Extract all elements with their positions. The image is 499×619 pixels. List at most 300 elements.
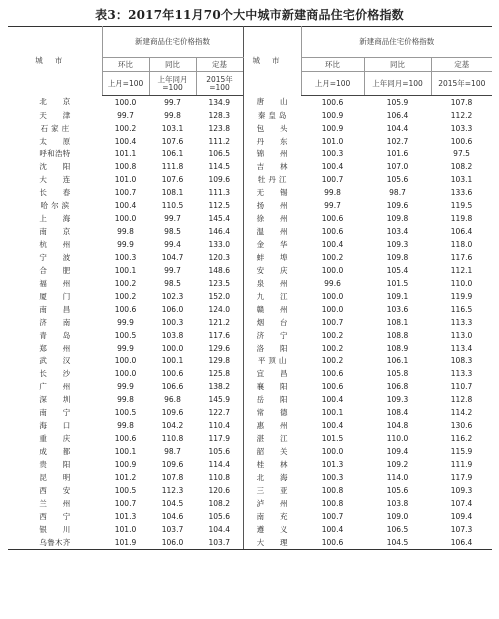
- yoy-header-left: 同比: [149, 58, 196, 72]
- table-row: [8, 238, 492, 251]
- yoy-value-cell: 109.3: [386, 240, 409, 250]
- yoy-value-cell: 103.7: [161, 524, 184, 534]
- mom-value-cell: 100.2: [114, 291, 137, 301]
- yoy-value-cell: 98.7: [164, 447, 181, 457]
- base-value-cell: 120.6: [208, 485, 230, 495]
- yoy-value-cell: 106.8: [386, 382, 409, 392]
- base-value-cell: 130.6: [450, 421, 473, 431]
- mom-header-right: 环比: [301, 58, 364, 72]
- index-group-header-left: 新建商品住宅价格指数: [102, 27, 243, 58]
- mom-value-cell: 99.7: [324, 201, 341, 211]
- mom-value-cell: 100.5: [114, 485, 137, 495]
- mom-value-cell: 100.0: [114, 356, 137, 366]
- city-cell: 泸 州: [243, 497, 301, 510]
- city-cell: 南 充: [243, 510, 301, 523]
- yoy-value-cell: 103.8: [161, 330, 184, 340]
- yoy-value-cell: 104.7: [161, 252, 184, 262]
- city-cell: 平 顶 山: [243, 355, 301, 368]
- mom-value-cell: 101.1: [114, 149, 137, 159]
- base-value-cell: 146.4: [208, 227, 230, 237]
- base-value-cell: 120.3: [208, 252, 230, 262]
- city-cell: 西 安: [39, 485, 71, 495]
- base-value-cell: 109.3: [450, 485, 473, 495]
- base-value-cell: 112.5: [208, 201, 230, 211]
- mom-value-cell: 100.8: [114, 162, 137, 172]
- base-value-cell: 108.2: [208, 498, 230, 508]
- city-cell: 泉 州: [243, 277, 301, 290]
- mom-value-cell: 100.1: [114, 447, 137, 457]
- city-cell: 天 津: [39, 110, 71, 120]
- mom-base-left: 上月=100: [102, 72, 149, 96]
- yoy-value-cell: 108.1: [161, 188, 184, 198]
- yoy-value-cell: 99.8: [164, 110, 181, 120]
- yoy-value-cell: 110.5: [161, 201, 184, 211]
- yoy-value-cell: 109.6: [161, 459, 184, 469]
- city-cell: 重 庆: [39, 434, 71, 444]
- base-value-cell: 109.4: [450, 511, 473, 521]
- city-cell: 海 口: [39, 421, 71, 431]
- mom-header-left: 环比: [102, 58, 149, 72]
- base-value-cell: 100.6: [450, 136, 473, 146]
- yoy-value-cell: 105.9: [386, 97, 409, 107]
- base-value-cell: 123.8: [208, 123, 230, 133]
- city-cell: 锦 州: [243, 148, 301, 161]
- yoy-value-cell: 100.0: [161, 343, 184, 353]
- mom-value-cell: 100.6: [114, 434, 137, 444]
- base-value-cell: 110.4: [208, 421, 230, 431]
- city-cell: 岳 阳: [243, 394, 301, 407]
- mom-value-cell: 100.4: [321, 240, 344, 250]
- base-value-cell: 121.2: [208, 317, 230, 327]
- yoy-value-cell: 98.5: [164, 278, 181, 288]
- city-cell: 唐 山: [243, 96, 301, 109]
- base-value-cell: 107.3: [450, 524, 473, 534]
- base-value-cell: 112.8: [450, 395, 473, 405]
- mom-value-cell: 99.8: [117, 421, 134, 431]
- base-value-cell: 124.0: [208, 304, 230, 314]
- yoy-value-cell: 104.5: [161, 498, 184, 508]
- yoy-value-cell: 111.8: [161, 162, 184, 172]
- yoy-value-cell: 104.5: [364, 536, 431, 549]
- city-cell: 蚌 埠: [243, 251, 301, 264]
- yoy-value-cell: 106.6: [161, 382, 184, 392]
- base-value-cell: 112.2: [450, 110, 473, 120]
- yoy-value-cell: 108.1: [386, 317, 409, 327]
- table-row: [8, 432, 492, 445]
- base-value-cell: 106.4: [431, 536, 492, 549]
- table-row: [8, 329, 492, 342]
- city-cell: 烟 台: [243, 316, 301, 329]
- yoy-value-cell: 106.5: [386, 524, 409, 534]
- base-value-cell: 114.4: [208, 459, 230, 469]
- city-cell: 呼和浩特: [39, 149, 71, 159]
- yoy-value-cell: 105.8: [386, 369, 409, 379]
- yoy-value-cell: 110.0: [386, 434, 409, 444]
- yoy-value-cell: 109.0: [386, 511, 409, 521]
- table-row: [8, 212, 492, 225]
- mom-value-cell: 100.3: [321, 149, 344, 159]
- table-row: [8, 523, 492, 536]
- base-value-cell: 103.1: [450, 175, 473, 185]
- yoy-value-cell: 98.5: [164, 227, 181, 237]
- base-value-cell: 116.2: [450, 434, 473, 444]
- base-value-cell: 113.3: [450, 317, 473, 327]
- yoy-value-cell: 109.6: [161, 408, 184, 418]
- table-row: [8, 342, 492, 355]
- city-cell: 西 宁: [39, 511, 71, 521]
- yoy-value-cell: 99.7: [164, 265, 181, 275]
- mom-value-cell: 100.7: [321, 317, 344, 327]
- yoy-value-cell: 112.3: [161, 485, 184, 495]
- base-value-cell: 117.6: [208, 330, 230, 340]
- city-cell: 吉 林: [243, 161, 301, 174]
- city-cell: 成 都: [39, 447, 71, 457]
- yoy-value-cell: 96.8: [164, 395, 181, 405]
- yoy-value-cell: 102.7: [386, 136, 409, 146]
- city-cell: 无 锡: [243, 187, 301, 200]
- city-cell: 长 沙: [39, 369, 71, 379]
- city-cell: 厦 门: [39, 291, 71, 301]
- mom-value-cell: 101.2: [114, 472, 137, 482]
- yoy-value-cell: 98.7: [389, 188, 406, 198]
- base-value-cell: 110.8: [208, 472, 230, 482]
- yoy-value-cell: 102.3: [161, 291, 184, 301]
- base-value-cell: 129.6: [208, 343, 230, 353]
- mom-value-cell: 100.7: [114, 498, 137, 508]
- city-cell: 秦 皇 岛: [243, 109, 301, 122]
- table-row: [8, 394, 492, 407]
- city-cell: 合 肥: [39, 265, 71, 275]
- yoy-value-cell: 109.4: [386, 447, 409, 457]
- city-cell: 青 岛: [39, 330, 71, 340]
- yoy-value-cell: 106.1: [161, 149, 184, 159]
- yoy-value-cell: 109.3: [386, 395, 409, 405]
- city-cell: 济 宁: [243, 329, 301, 342]
- mom-value-cell: 100.3: [114, 252, 137, 262]
- table-row: [8, 264, 492, 277]
- table-row: [8, 355, 492, 368]
- city-cell: 桂 林: [243, 458, 301, 471]
- table-row: [8, 109, 492, 122]
- mom-value-cell: 100.0: [321, 291, 344, 301]
- city-cell: 北 海: [243, 471, 301, 484]
- base-value-cell: 112.1: [450, 265, 473, 275]
- base-value-cell: 129.8: [208, 356, 230, 366]
- yoy-value-cell: 108.8: [386, 330, 409, 340]
- city-cell: 九 江: [243, 290, 301, 303]
- yoy-value-cell: 106.0: [149, 536, 196, 549]
- base-value-cell: 105.6: [208, 447, 230, 457]
- table-row: [8, 161, 492, 174]
- city-cell: 韶 关: [243, 445, 301, 458]
- city-cell: 惠 州: [243, 419, 301, 432]
- base-value-cell: 106.5: [208, 149, 230, 159]
- mom-value-cell: 99.9: [117, 317, 134, 327]
- city-cell: 银 川: [39, 524, 71, 534]
- city-cell: 石 家 庄: [40, 123, 70, 133]
- mom-value-cell: 99.9: [117, 240, 134, 250]
- table-row: [8, 122, 492, 135]
- mom-value-cell: 100.2: [114, 123, 137, 133]
- city-cell: 乌鲁木齐: [8, 536, 102, 549]
- table-row: [8, 290, 492, 303]
- mom-value-cell: 101.9: [102, 536, 149, 549]
- mom-value-cell: 101.0: [114, 524, 137, 534]
- mom-value-cell: 100.0: [321, 304, 344, 314]
- mom-value-cell: 100.1: [114, 265, 137, 275]
- mom-value-cell: 101.3: [321, 459, 344, 469]
- yoy-value-cell: 103.4: [386, 227, 409, 237]
- table-row: [8, 419, 492, 432]
- mom-value-cell: 100.9: [321, 123, 344, 133]
- mom-value-cell: 100.9: [321, 110, 344, 120]
- table-row: [8, 277, 492, 290]
- mom-value-cell: 100.2: [321, 356, 344, 366]
- city-cell: 温 州: [243, 225, 301, 238]
- base-value-cell: 145.4: [208, 214, 230, 224]
- mom-value-cell: 100.9: [114, 459, 137, 469]
- base-value-cell: 114.2: [450, 408, 473, 418]
- yoy-value-cell: 107.0: [386, 162, 409, 172]
- mom-value-cell: 100.4: [321, 524, 344, 534]
- base-value-cell: 103.3: [450, 123, 473, 133]
- mom-value-cell: 100.0: [114, 214, 137, 224]
- table-row: [8, 225, 492, 238]
- mom-value-cell: 100.4: [321, 395, 344, 405]
- yoy-value-cell: 109.1: [386, 291, 409, 301]
- city-cell: 安 庆: [243, 264, 301, 277]
- yoy-base-right: 上年同月=100: [364, 72, 431, 96]
- yoy-value-cell: 109.6: [386, 201, 409, 211]
- yoy-value-cell: 99.4: [164, 240, 181, 250]
- mom-value-cell: 101.0: [114, 175, 137, 185]
- yoy-value-cell: 99.7: [164, 214, 181, 224]
- mom-base-right: 上月=100: [301, 72, 364, 96]
- mom-value-cell: 99.8: [117, 395, 134, 405]
- mom-value-cell: 100.4: [114, 136, 137, 146]
- table-row: [8, 148, 492, 161]
- yoy-value-cell: 109.8: [386, 252, 409, 262]
- base-value-cell: 138.2: [208, 382, 230, 392]
- base-value-cell: 116.5: [450, 304, 473, 314]
- base-value-cell: 106.4: [450, 227, 473, 237]
- base-value-cell: 113.3: [450, 369, 473, 379]
- yoy-value-cell: 101.6: [386, 149, 409, 159]
- base-value-cell: 107.4: [450, 498, 473, 508]
- base-value-cell: 117.6: [450, 252, 473, 262]
- base-value-cell: 109.6: [208, 175, 230, 185]
- base-value-cell: 145.9: [208, 395, 230, 405]
- city-cell: 哈 尔 滨: [40, 201, 70, 211]
- table-row: [8, 458, 492, 471]
- base-value-cell: 107.8: [450, 97, 473, 107]
- mom-value-cell: 100.6: [321, 214, 344, 224]
- mom-value-cell: 100.5: [114, 408, 137, 418]
- mom-value-cell: 100.1: [321, 408, 344, 418]
- yoy-value-cell: 109.2: [386, 459, 409, 469]
- yoy-value-cell: 107.6: [161, 136, 184, 146]
- mom-value-cell: 100.0: [321, 265, 344, 275]
- base-value-cell: 110.7: [450, 382, 473, 392]
- city-cell: 襄 阳: [243, 381, 301, 394]
- city-cell: 牡 丹 江: [243, 174, 301, 187]
- table-row: [8, 407, 492, 420]
- mom-value-cell: 100.2: [321, 330, 344, 340]
- city-cell: 昆 明: [39, 472, 71, 482]
- yoy-value-cell: 114.0: [386, 472, 409, 482]
- table-row: [8, 471, 492, 484]
- city-cell: 遵 义: [243, 523, 301, 536]
- base-value-cell: 125.8: [208, 369, 230, 379]
- mom-value-cell: 100.2: [321, 252, 344, 262]
- base-value-cell: 119.9: [450, 291, 473, 301]
- city-cell: 丹 东: [243, 135, 301, 148]
- city-cell: 包 头: [243, 122, 301, 135]
- mom-value-cell: 100.0: [114, 369, 137, 379]
- city-cell: 深 圳: [39, 395, 71, 405]
- mom-value-cell: 101.0: [321, 136, 344, 146]
- table-body: [8, 96, 492, 550]
- base-value-cell: 117.9: [450, 472, 473, 482]
- mom-value-cell: 100.0: [321, 447, 344, 457]
- yoy-value-cell: 104.6: [161, 511, 184, 521]
- city-cell: 洛 阳: [243, 342, 301, 355]
- city-cell: 徐 州: [243, 212, 301, 225]
- mom-value-cell: 100.6: [321, 97, 344, 107]
- base-value-cell: 119.5: [450, 201, 473, 211]
- mom-value-cell: 100.6: [321, 369, 344, 379]
- base-value-cell: 103.7: [196, 536, 243, 549]
- mom-value-cell: 100.2: [114, 278, 137, 288]
- yoy-value-cell: 106.4: [386, 110, 409, 120]
- city-cell: 金 华: [243, 238, 301, 251]
- city-cell: 南 京: [39, 227, 71, 237]
- base-value-cell: 105.6: [208, 511, 230, 521]
- yoy-value-cell: 108.9: [386, 343, 409, 353]
- mom-value-cell: 100.4: [114, 201, 137, 211]
- base-value-cell: 108.2: [450, 162, 473, 172]
- base-value-cell: 111.3: [208, 188, 230, 198]
- base-value-cell: 122.7: [208, 408, 230, 418]
- base-value-cell: 148.6: [208, 265, 230, 275]
- yoy-value-cell: 100.1: [161, 356, 184, 366]
- yoy-value-cell: 104.2: [161, 421, 184, 431]
- mom-value-cell: 99.9: [117, 382, 134, 392]
- base-value-cell: 128.3: [208, 110, 230, 120]
- table-row: [8, 251, 492, 264]
- city-cell: 长 春: [39, 188, 71, 198]
- table-title: 表3：2017年11月70个大中城市新建商品住宅价格指数: [95, 8, 404, 22]
- table-row: [8, 445, 492, 458]
- base-value-cell: 134.9: [208, 97, 230, 107]
- city-cell: 北 京: [39, 97, 71, 107]
- city-cell: 宁 波: [39, 252, 71, 262]
- city-cell: 杭 州: [39, 240, 71, 250]
- mom-value-cell: 99.6: [324, 278, 341, 288]
- city-cell: 大 连: [39, 175, 71, 185]
- base-value-cell: 133.6: [450, 188, 473, 198]
- mom-value-cell: 101.3: [114, 511, 137, 521]
- fixed-base-right: 2015年=100: [431, 72, 492, 96]
- city-header-left: 城市: [35, 56, 75, 66]
- city-cell: 赣 州: [243, 303, 301, 316]
- yoy-value-cell: 103.8: [386, 498, 409, 508]
- mom-value-cell: 99.8: [117, 227, 134, 237]
- yoy-value-cell: 110.8: [161, 434, 184, 444]
- city-cell: 上 海: [39, 214, 71, 224]
- base-value-cell: 114.5: [208, 162, 230, 172]
- city-cell: 武 汉: [39, 356, 71, 366]
- table-row: [8, 96, 492, 109]
- city-cell: 沈 阳: [39, 162, 71, 172]
- mom-value-cell: 100.4: [321, 162, 344, 172]
- mom-value-cell: 100.8: [321, 498, 344, 508]
- base-value-cell: 111.9: [450, 459, 473, 469]
- table-row: [8, 536, 492, 549]
- table-row: [8, 497, 492, 510]
- mom-value-cell: 100.3: [321, 472, 344, 482]
- base-value-cell: 110.0: [450, 278, 473, 288]
- base-value-cell: 133.0: [208, 240, 230, 250]
- yoy-value-cell: 99.7: [164, 97, 181, 107]
- table-row: [8, 381, 492, 394]
- base-value-cell: 113.0: [450, 330, 473, 340]
- yoy-value-cell: 104.8: [386, 421, 409, 431]
- city-cell: 南 宁: [39, 408, 71, 418]
- table-row: [8, 200, 492, 213]
- city-cell: 扬 州: [243, 200, 301, 213]
- index-group-header-right: 新建商品住宅价格指数: [301, 27, 492, 58]
- yoy-value-cell: 103.1: [161, 123, 184, 133]
- yoy-header-right: 同比: [364, 58, 431, 72]
- city-cell: 福 州: [39, 278, 71, 288]
- base-value-cell: 117.9: [208, 434, 230, 444]
- table-row: [8, 174, 492, 187]
- yoy-value-cell: 101.5: [386, 278, 409, 288]
- city-cell: 常 德: [243, 407, 301, 420]
- yoy-value-cell: 103.6: [386, 304, 409, 314]
- yoy-value-cell: 109.8: [386, 214, 409, 224]
- city-cell: 湛 江: [243, 432, 301, 445]
- yoy-value-cell: 107.8: [161, 472, 184, 482]
- base-value-cell: 108.3: [450, 356, 473, 366]
- mom-value-cell: 100.2: [321, 343, 344, 353]
- table-header: [8, 27, 492, 96]
- yoy-value-cell: 100.3: [161, 317, 184, 327]
- table-row: [8, 368, 492, 381]
- mom-value-cell: 101.5: [321, 434, 344, 444]
- base-value-cell: 97.5: [453, 149, 470, 159]
- city-cell: 贵 阳: [39, 459, 71, 469]
- base-value-cell: 113.4: [450, 343, 473, 353]
- table-row: [8, 484, 492, 497]
- yoy-value-cell: 105.4: [386, 265, 409, 275]
- base-value-cell: 152.0: [208, 291, 230, 301]
- base-header-right: 定基: [431, 58, 492, 72]
- city-cell: 大 理: [243, 536, 301, 549]
- city-cell: 三 亚: [243, 484, 301, 497]
- mom-value-cell: 99.7: [117, 110, 134, 120]
- yoy-value-cell: 106.0: [161, 304, 184, 314]
- base-value-cell: 111.2: [208, 136, 230, 146]
- mom-value-cell: 100.6: [321, 227, 344, 237]
- table-row: [8, 135, 492, 148]
- yoy-value-cell: 105.6: [386, 485, 409, 495]
- yoy-value-cell: 106.1: [386, 356, 409, 366]
- mom-value-cell: 100.5: [114, 330, 137, 340]
- yoy-value-cell: 104.4: [386, 123, 409, 133]
- city-cell: 兰 州: [39, 498, 71, 508]
